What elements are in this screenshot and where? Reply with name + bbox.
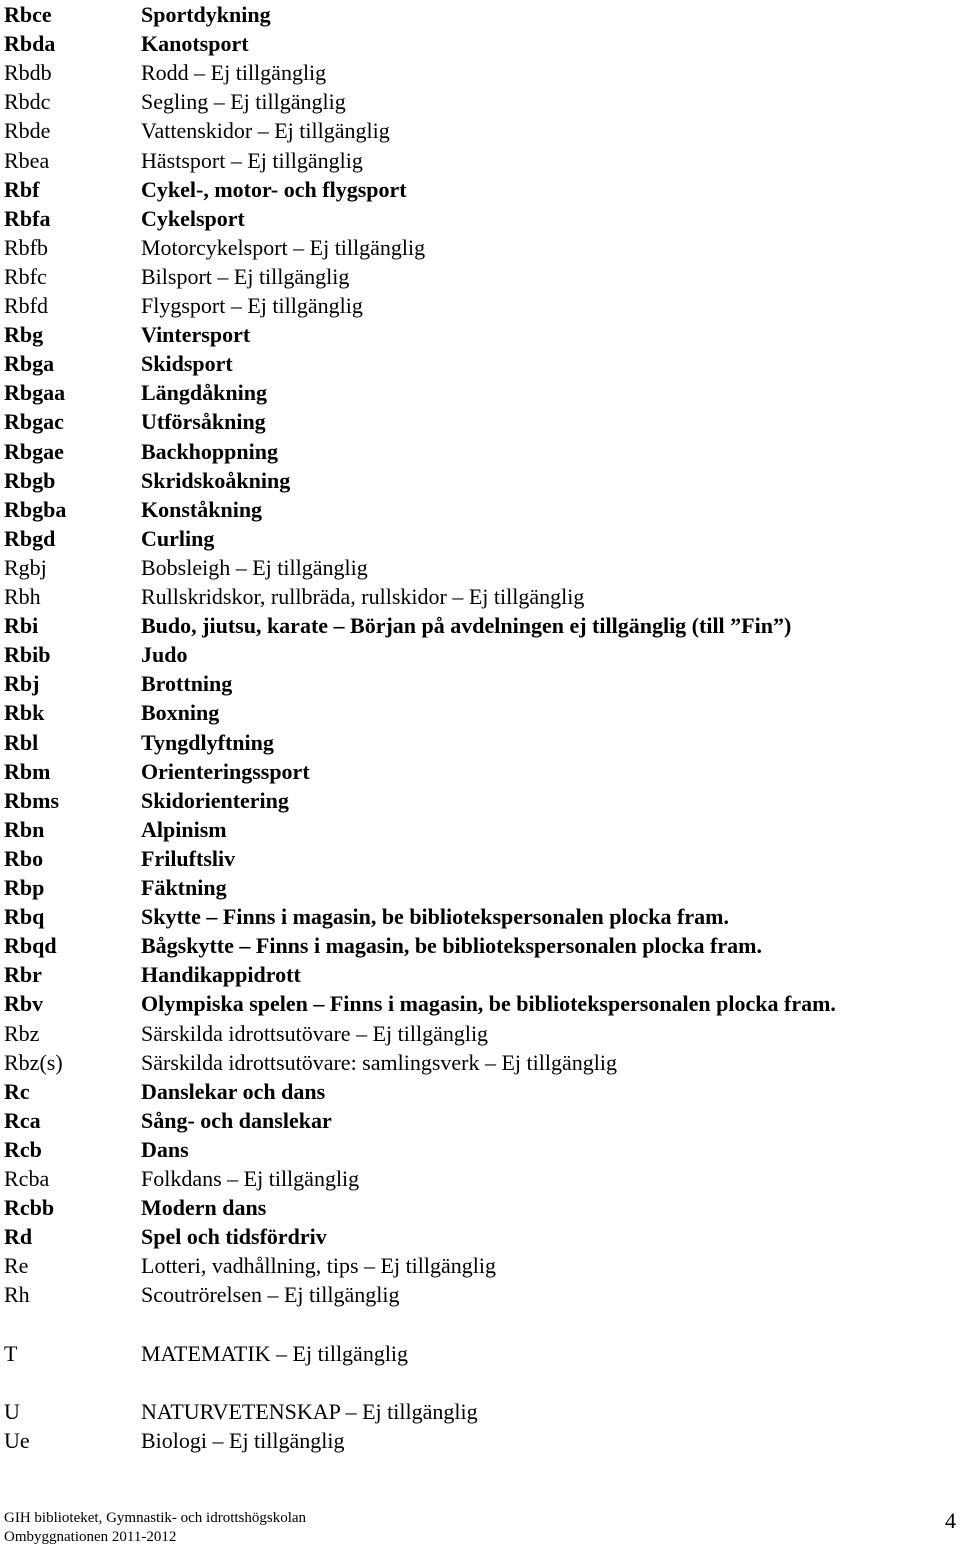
list-item (0, 844, 960, 873)
list-item (0, 873, 960, 902)
classification-code: Rcbb (4, 1195, 55, 1221)
list-item (0, 989, 960, 1018)
list-item (0, 1426, 960, 1455)
classification-description: Boxning (141, 700, 220, 726)
list-item (0, 640, 960, 669)
list-item (0, 29, 960, 58)
classification-code: Rgbj (4, 554, 47, 580)
list-item (0, 698, 960, 727)
classification-code: Rbde (4, 118, 51, 144)
classification-description: Särskilda idrottsutövare: samlingsverk – Ej tillgänglig (141, 1049, 617, 1075)
classification-description: MATEMATIK – Ej tillgänglig (141, 1340, 409, 1366)
classification-code: Rbf (4, 176, 40, 202)
classification-description: Brottning (141, 671, 233, 697)
classification-code: Rbz (4, 1020, 40, 1046)
list-item (0, 1397, 960, 1426)
classification-description: Kanotsport (141, 31, 249, 57)
classification-code: Rbga (4, 351, 55, 377)
footer-project: Ombyggnationen 2011-2012 (4, 1529, 177, 1545)
list-item (0, 495, 960, 524)
list-item (0, 931, 960, 960)
classification-code: Rbv (4, 991, 44, 1017)
classification-description: Dans (141, 1136, 189, 1162)
classification-code: Rbms (4, 787, 60, 813)
classification-code: Rbgd (4, 525, 56, 551)
classification-description: Sportdykning (141, 2, 271, 27)
list-item (0, 786, 960, 815)
list-item (0, 58, 960, 87)
list-item (0, 582, 960, 611)
list-item (0, 175, 960, 204)
classification-code: Rbce (4, 2, 52, 27)
classification-description: Budo, jiutsu, karate – Början på avdelningen ej tillgänglig (till ”Fin”) (141, 613, 792, 639)
classification-description: Danslekar och dans (141, 1078, 326, 1104)
list-item (0, 728, 960, 757)
classification-description: Hästsport – Ej tillgänglig (141, 147, 363, 173)
list-item (0, 1251, 960, 1280)
classification-code: Rbp (4, 875, 45, 900)
classification-code: Rh (4, 1282, 30, 1308)
list-item (0, 437, 960, 466)
classification-code: Rbo (4, 845, 44, 871)
classification-code: Rcb (4, 1136, 42, 1162)
classification-code: Ue (4, 1427, 30, 1453)
list-item (0, 1280, 960, 1309)
list-item (0, 1077, 960, 1106)
list-item (0, 407, 960, 436)
classification-code: Rbl (4, 729, 39, 755)
classification-code: Rbj (4, 671, 40, 697)
page-number: 4 (945, 1508, 956, 1533)
classification-description: Utförsåkning (141, 409, 266, 435)
classification-code: Rc (4, 1078, 30, 1104)
classification-code: Rbda (4, 31, 56, 57)
classification-code: Rbib (4, 642, 51, 668)
classification-code: Rca (4, 1107, 41, 1133)
classification-description: Bågskytte – Finns i magasin, be bibliotekspersonalen plocka fram. (141, 933, 762, 959)
classification-description: Orienteringssport (141, 758, 310, 784)
classification-description: Alpinism (141, 816, 227, 842)
classification-description: Judo (141, 642, 188, 668)
classification-description: Tyngdlyftning (141, 729, 274, 755)
list-item (0, 204, 960, 233)
classification-description: Lotteri, vadhållning, tips – Ej tillgänglig (141, 1253, 497, 1279)
classification-description: Rodd – Ej tillgänglig (141, 60, 327, 86)
classification-description: Konståkning (141, 496, 263, 522)
classification-description: Folkdans – Ej tillgänglig (141, 1166, 360, 1191)
classification-description: Skytte – Finns i magasin, be bibliotekspersonalen plocka fram. (141, 904, 729, 930)
classification-description: Vintersport (141, 322, 251, 348)
classification-description: Skidsport (141, 351, 233, 377)
list-item (0, 757, 960, 786)
list-item (0, 1222, 960, 1251)
classification-description: Skidorientering (141, 787, 289, 813)
classification-description: Skridskoåkning (141, 467, 291, 493)
list-item (0, 1193, 960, 1222)
classification-description: Scoutrörelsen – Ej tillgänglig (141, 1282, 400, 1308)
classification-code: Rbgae (4, 438, 64, 464)
classification-description: Bobsleigh – Ej tillgänglig (141, 554, 368, 580)
classification-description: Modern dans (141, 1195, 267, 1221)
classification-description: Biologi – Ej tillgänglig (141, 1427, 345, 1453)
classification-description: Friluftsliv (141, 845, 236, 871)
classification-description: Cykel-, motor- och flygsport (141, 176, 407, 202)
list-item (0, 262, 960, 291)
classification-code: Rbm (4, 758, 51, 784)
classification-code: Rbgaa (4, 380, 66, 406)
classification-code: Rbqd (4, 933, 57, 959)
classification-code: Re (4, 1253, 29, 1279)
classification-description: Spel och tidsfördriv (141, 1224, 327, 1250)
classification-code: Rbi (4, 613, 39, 639)
classification-code: Rbfd (4, 293, 48, 318)
list-item (0, 349, 960, 378)
list-item (0, 1164, 960, 1193)
classification-description: Motorcykelsport – Ej tillgänglig (141, 234, 426, 260)
classification-description: Särskilda idrottsutövare – Ej tillgänglig (141, 1020, 489, 1046)
list-item (0, 1135, 960, 1164)
list-item (0, 320, 960, 349)
classification-description: Segling – Ej tillgänglig (141, 89, 346, 115)
classification-code: Rbgba (4, 496, 67, 522)
classification-code: Rbg (4, 322, 44, 348)
classification-code: Rbdc (4, 89, 51, 115)
classification-description: Curling (141, 525, 215, 551)
list-item (0, 1339, 960, 1368)
list-item (0, 902, 960, 931)
classification-description: Sång- och danslekar (141, 1107, 332, 1133)
classification-code: Rbz(s) (4, 1049, 63, 1075)
classification-code: Rbgb (4, 467, 56, 493)
classification-description: Flygsport – Ej tillgänglig (141, 293, 363, 318)
classification-code: Rbq (4, 904, 45, 930)
list-item (0, 466, 960, 495)
classification-description: NATURVETENSKAP – Ej tillgänglig (141, 1398, 478, 1424)
classification-description: Cykelsport (141, 205, 245, 231)
classification-code: Rbfb (4, 234, 48, 260)
list-item (0, 233, 960, 262)
classification-code: Rbh (4, 584, 41, 609)
list-item (0, 116, 960, 145)
classification-description: Vattenskidor – Ej tillgänglig (141, 118, 390, 144)
list-item (0, 146, 960, 175)
list-item (0, 960, 960, 989)
classification-description: Bilsport – Ej tillgänglig (141, 263, 350, 289)
list-item (0, 815, 960, 844)
classification-code: Rd (4, 1224, 33, 1250)
list-item (0, 611, 960, 640)
classification-code: U (4, 1398, 20, 1424)
classification-description: Fäktning (141, 875, 227, 900)
classification-code: Rbk (4, 700, 45, 726)
footer-institution: GIH biblioteket, Gymnastik- och idrottshögskolan (4, 1510, 307, 1526)
classification-description: Längdåkning (141, 380, 267, 406)
list-item (0, 378, 960, 407)
list-item (0, 87, 960, 116)
classification-code: T (4, 1340, 18, 1366)
classification-code: Rbr (4, 962, 42, 988)
classification-code: Rcba (4, 1166, 50, 1191)
list-item (0, 1019, 960, 1048)
classification-description: Backhoppning (141, 438, 278, 464)
list-item (0, 291, 960, 320)
classification-code: Rbfc (4, 263, 47, 289)
list-item (0, 524, 960, 553)
classification-description: Rullskridskor, rullbräda, rullskidor – Ej tillgänglig (141, 584, 585, 609)
classification-code: Rbea (4, 147, 50, 173)
classification-code: Rbfa (4, 205, 51, 231)
classification-description: Olympiska spelen – Finns i magasin, be bibliotekspersonalen plocka fram. (141, 991, 836, 1017)
list-item (0, 669, 960, 698)
classification-code: Rbn (4, 816, 45, 842)
classification-description: Handikappidrott (141, 962, 301, 988)
list-item (0, 553, 960, 582)
list-item (0, 1106, 960, 1135)
list-item (0, 0, 960, 29)
list-item (0, 1048, 960, 1077)
classification-code: Rbdb (4, 60, 52, 86)
classification-code: Rbgac (4, 409, 64, 435)
